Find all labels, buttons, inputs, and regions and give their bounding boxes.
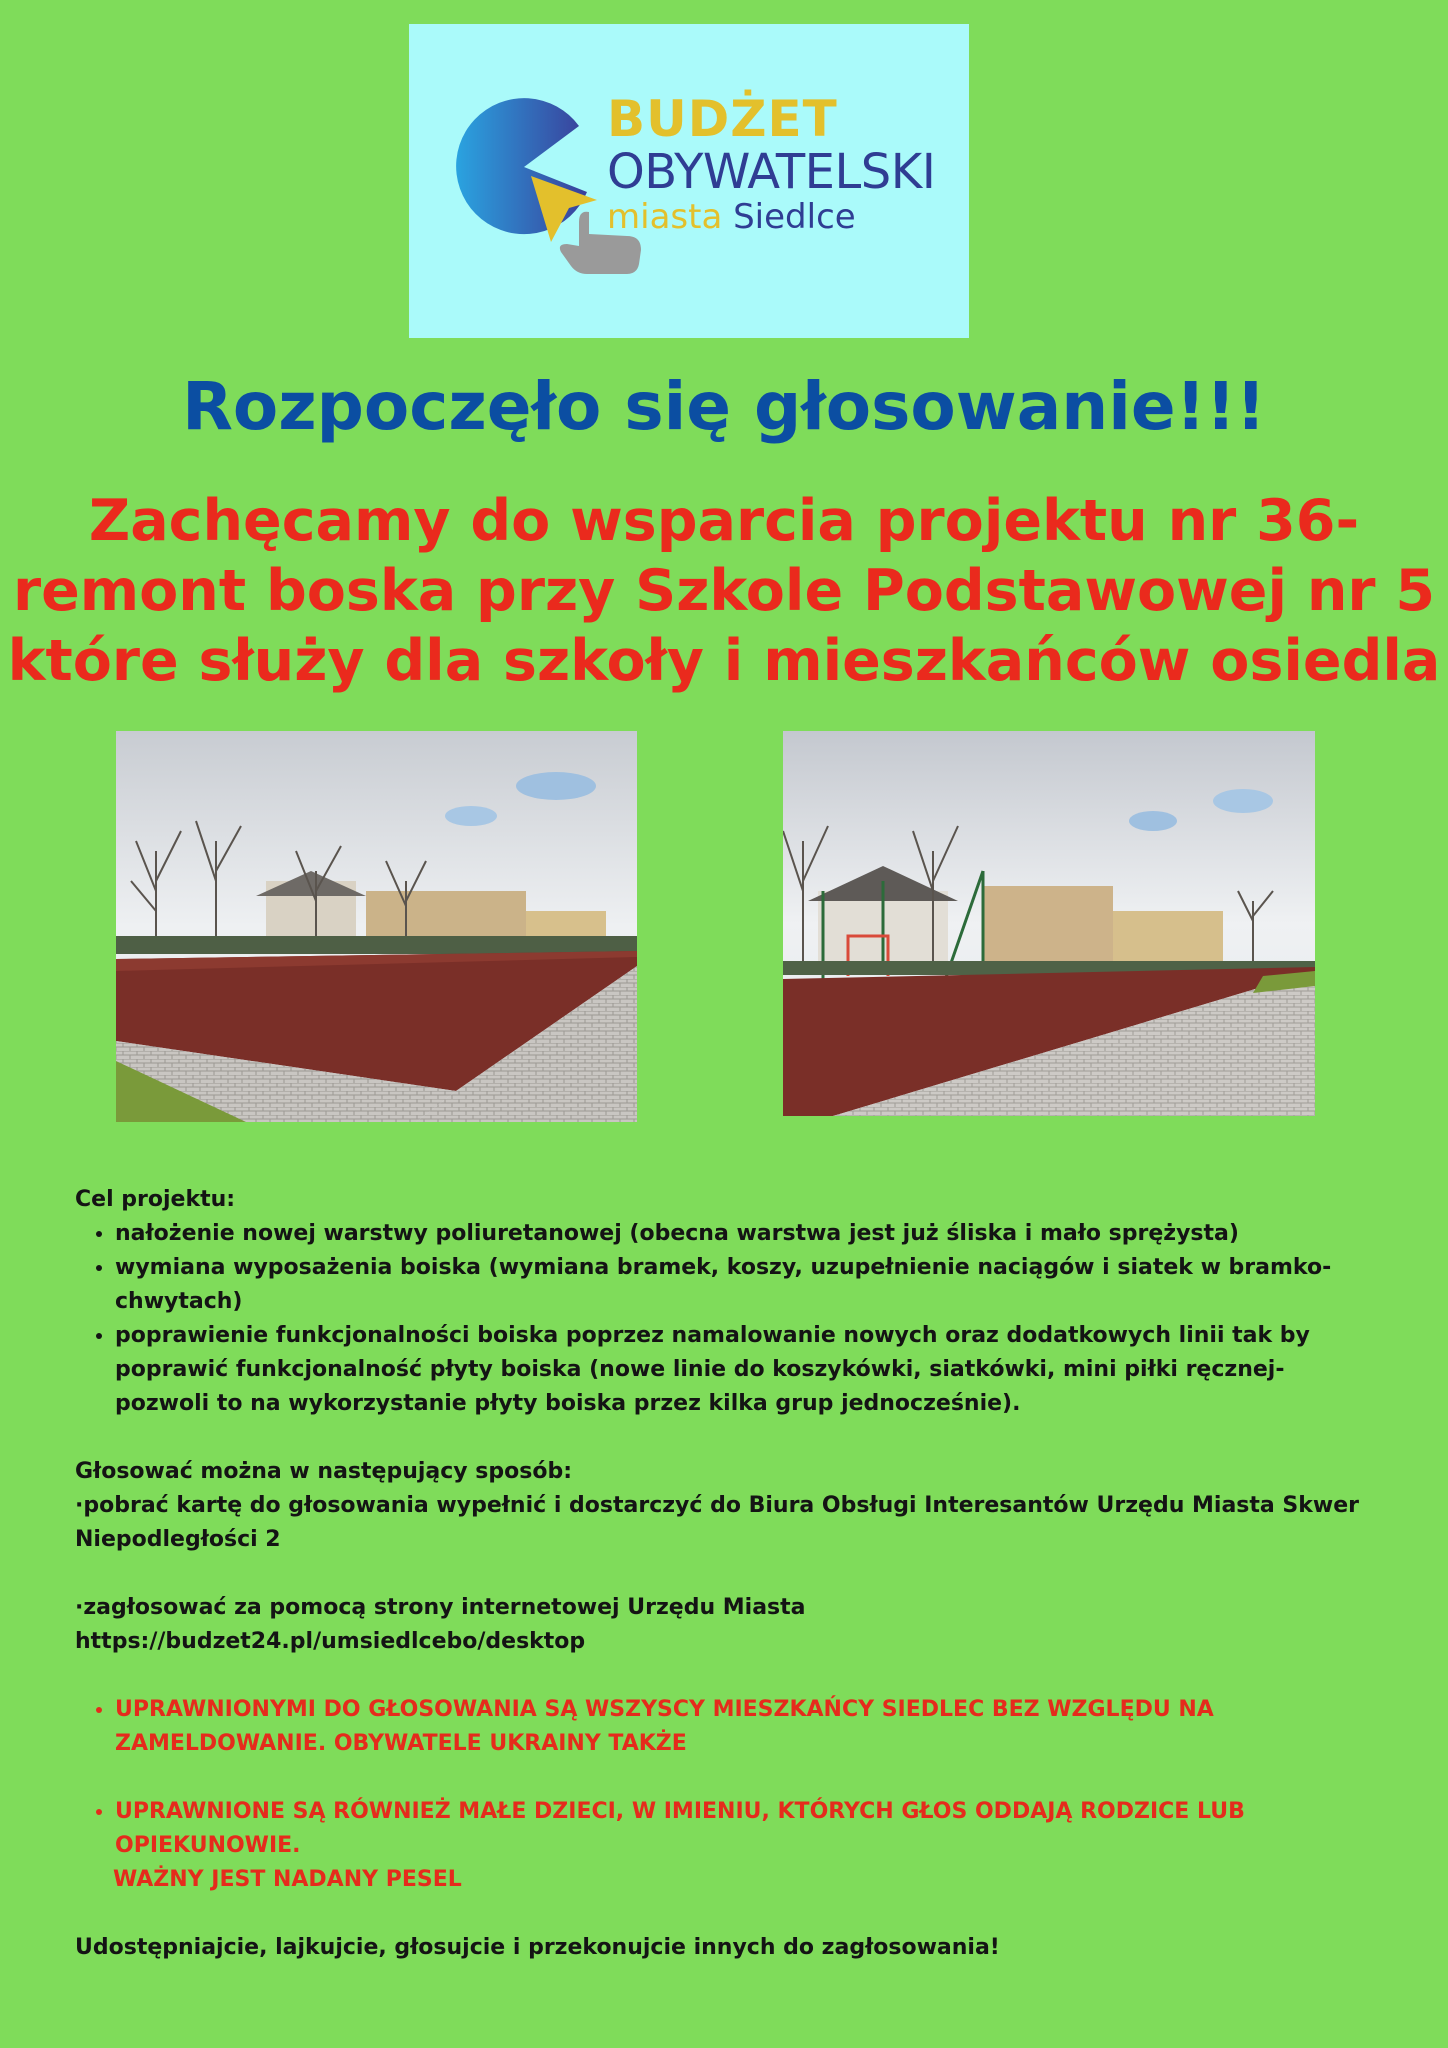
- eligibility-list-2: [75, 1795, 1375, 1863]
- goal-item: • nałożenie nowej warstwy poliuretanowej (obecna warstwa jest już śliska i mało sprężysta): [115, 1217, 1375, 1251]
- appeal-line-2: remont boska przy Szkole Podstawowej nr 5: [12, 558, 1436, 624]
- voting-option-online: ·zagłosować za pomocą strony internetowej Urzędu Miasta: [75, 1595, 806, 1620]
- children-notice: • UPRAWNIONE SĄ RÓWNIEŻ MAŁE DZIECI, W IMIENIU, KTÓRYCH GŁOS ODDAJĄ RODZICE LUB OPIEKUNOWIE.: [115, 1795, 1375, 1863]
- voting-option-paper: ·pobrać kartę do głosowania wypełnić i dostarczyć do Biura Obsługi Interesantów Urzędu Miasta Skwer Niepodległości 2: [75, 1493, 1359, 1552]
- project-description: [75, 1183, 1375, 1965]
- voting-heading: Głosować można w następujący sposób:: [75, 1459, 572, 1484]
- goal-item: • wymiana wyposażenia boiska (wymiana bramek, koszy, uzupełnienie naciągów i siatek w bramko- chwytach): [115, 1251, 1375, 1319]
- logo-line-obywatelski: OBYWATELSKI: [607, 144, 936, 200]
- voting-url[interactable]: https://budzet24.pl/umsiedlcebo/desktop: [75, 1629, 586, 1654]
- goal-list: [75, 1217, 1375, 1421]
- logo-line-city: [607, 197, 935, 237]
- eligibility-notice: • UPRAWNIONYMI DO GŁOSOWANIA SĄ WSZYSCY MIESZKAŃCY SIEDLEC BEZ WZGLĘDU NA ZAMELDOWANIE. OBYWATELE UKRAINY TAKŻE: [115, 1693, 1375, 1761]
- logo-wordmark: [607, 90, 936, 237]
- court-photo-2: [783, 731, 1315, 1116]
- pesel-notice: WAŻNY JEST NADANY PESEL: [113, 1867, 462, 1892]
- goal-heading: Cel projektu:: [75, 1187, 236, 1212]
- closing-call: Udostępniajcie, lajkujcie, głosujcie i przekonujcie innych do zagłosowania!: [75, 1935, 1000, 1960]
- court-photo-1: [116, 731, 637, 1122]
- project-appeal-headline: [0, 486, 1448, 696]
- appeal-line-1: Zachęcamy do wsparcia projektu nr 36-: [88, 488, 1360, 554]
- goal-item: • poprawienie funkcjonalności boiska poprzez namalowanie nowych oraz dodatkowych linii tak by poprawić funkcjonalność płyty boiska (nowe linie do koszykówki, siatkówki, mini piłki ręcznej- pozwoli to na wykorzystanie płyty boiska przez kilka grup jednocześnie).: [115, 1319, 1375, 1421]
- logo-word-siedlce: Siedlce: [733, 197, 856, 237]
- appeal-line-3: które służy dla szkoły i mieszkańców osiedla: [7, 628, 1441, 694]
- eligibility-list-1: [75, 1693, 1375, 1761]
- logo-line-budzet: BUDŻET: [607, 90, 838, 148]
- budget-logo: [409, 24, 969, 338]
- voting-started-headline: Rozpoczęło się głosowanie!!!: [182, 368, 1266, 445]
- logo-word-miasta: miasta: [607, 197, 723, 237]
